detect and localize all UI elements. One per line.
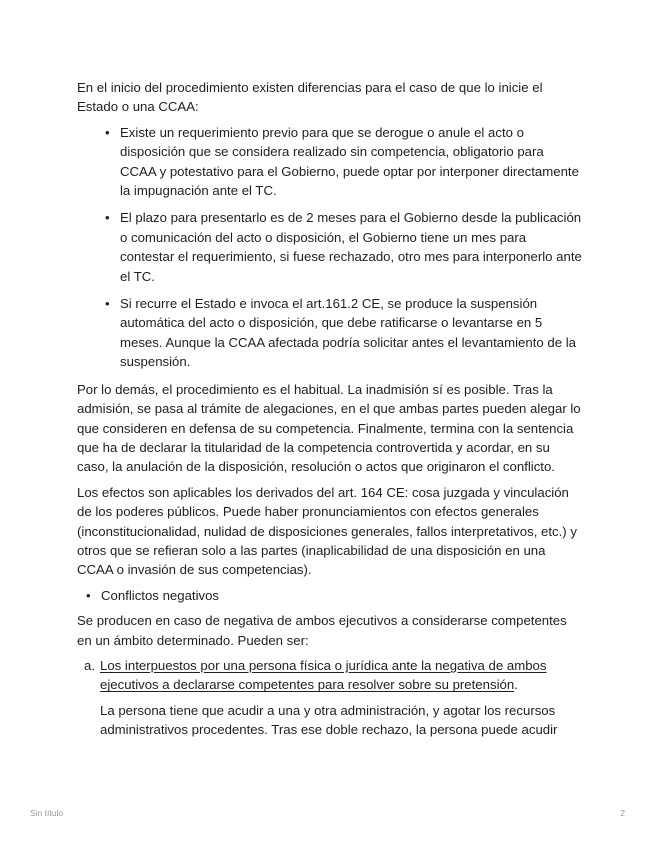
bullet-icon: • bbox=[105, 296, 110, 312]
section-list bbox=[77, 586, 582, 605]
footer-page-number: 2 bbox=[620, 808, 625, 818]
list-item bbox=[77, 208, 582, 286]
effects-paragraph: Los efectos son aplicables los derivados del art. 164 CE: cosa juzgada y vinculación de los poderes públicos. Puede haber pronunciamientos con efectos generales (inconstitucionalidad, nulidad de disposiciones generales, fallos interpretativos, etc.) y otros que se refieran solo a las partes (inaplicabilidad de una disposición en una CCAA o invasión de sus competencias). bbox=[77, 484, 577, 578]
section-heading: Conflictos negativos bbox=[101, 587, 220, 603]
negative-conflicts-paragraph: Se producen en caso de negativa de ambos ejecutivos a considerarse competentes en un ámbito determinado. Pueden ser: bbox=[77, 613, 567, 648]
footer-title: Sin título bbox=[30, 808, 64, 818]
underlined-text: Los interpuestos por una persona física o jurídica ante la negativa de ambos ejecutivos a declararse competentes para resolver sobre su pretensión bbox=[100, 657, 547, 693]
bullet-icon: • bbox=[86, 587, 91, 603]
list-item bbox=[77, 294, 582, 372]
list-item-text: Existe un requerimiento previo para que se derogue o anule el acto o disposición que se considera realizado sin competencia, obligatorio para CCAA y potestativo para el Gobierno, puede optar por interponer directamente la impugnación ante el TC. bbox=[120, 124, 579, 199]
procedure-paragraph: Por lo demás, el procedimiento es el habitual. La inadmisión sí es posible. Tras la admisión, se pasa al trámite de alegaciones, en el que ambas partes pueden alegar lo que consideren en defensa de su competencia. Finalmente, termina con la sentencia que ha de declarar la titularidad de la competencia controvertida y acordar, en su caso, la anulación de la disposición, resolución o actos que originaron el conflicto. bbox=[77, 381, 581, 475]
bullet-icon: • bbox=[105, 124, 110, 140]
trailing-punctuation: . bbox=[514, 677, 518, 693]
document-body bbox=[77, 78, 582, 740]
list-item-text: El plazo para presentarlo es de 2 meses para el Gobierno desde la publicación o comunicación del acto o disposición, el Gobierno tiene un mes para contestar el requerimiento, si fuese rechazado, otro mes para interponerlo ante el TC. bbox=[120, 210, 582, 284]
list-item bbox=[77, 123, 582, 201]
list-marker: a. bbox=[84, 657, 95, 673]
intro-paragraph: En el inicio del procedimiento existen diferencias para el caso de que lo inicie el Estado o una CCAA: bbox=[77, 80, 543, 115]
alpha-list-item bbox=[77, 656, 582, 695]
alpha-continuation-paragraph: La persona tiene que acudir a una y otra administración, y agotar los recursos administrativos procedentes. Tras ese doble rechazo, la persona puede acudir bbox=[100, 702, 558, 738]
bullet-icon: • bbox=[105, 210, 110, 226]
requirements-list bbox=[77, 123, 582, 372]
list-item-text: Si recurre el Estado e invoca el art.161.2 CE, se produce la suspensión automática del acto o disposición, que debe ratificarse o levantarse en 5 meses. Aunque la CCAA afectada podría solicitar antes el levantamiento de la suspensión. bbox=[120, 296, 576, 370]
section-heading-item bbox=[77, 586, 582, 605]
